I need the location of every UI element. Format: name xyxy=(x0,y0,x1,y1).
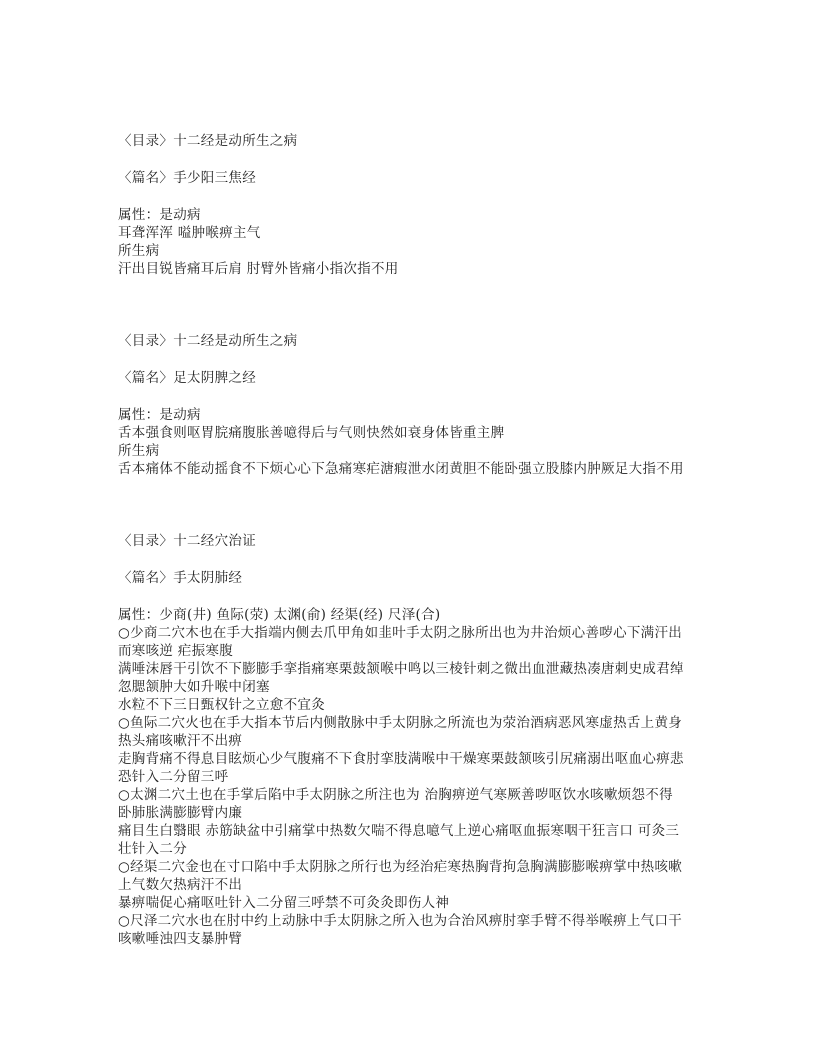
catalog-heading: 〈目录〉十二经是动所生之病 xyxy=(118,333,298,349)
spacer xyxy=(118,350,718,369)
text-line: 属性：是动病 xyxy=(118,207,201,223)
text-line: 汗出目锐皆痛耳后肩 肘臂外皆痛小指次指不用 xyxy=(118,261,399,277)
text-line: ○太渊二穴土也在手掌后陷中手太阴脉之所注也为 治胸痹逆气寒厥善哕呕饮水咳嗽烦怨不得 xyxy=(118,787,673,803)
chapter-title: 〈篇名〉手少阳三焦经 xyxy=(118,170,256,186)
document-page xyxy=(118,132,718,948)
text-line: 满唾沫唇干引饮不下膨膨手挛指痛寒栗鼓颔喉中鸣以三棱针刺之微出血泄藏热凑唐刺史成君绰 xyxy=(118,661,684,677)
text-line: 恐针入二分留三呼 xyxy=(118,769,229,785)
text-line: 壮针入二分 xyxy=(118,841,187,857)
text-line: 上气数欠热病汗不出 xyxy=(118,877,243,893)
text-line: 暴痹喘促心痛呕吐针入二分留三呼禁不可灸灸即伤人神 xyxy=(118,895,450,911)
text-line: ○经渠二穴金也在寸口陷中手太阴脉之所行也为经治疟寒热胸背拘急胸满膨膨喉痹掌中热咳嗽 xyxy=(118,859,683,875)
text-line: 痛目生白翳眼 赤筋缺盆中引痛掌中热数欠喘不得息噫气上逆心痛呕血振寒咽干狂言口 可灸三 xyxy=(118,823,680,839)
text-line: 忽腮颔肿大如升喉中闭塞 xyxy=(118,679,270,695)
document-section xyxy=(118,332,718,478)
text-line: ○少商二穴木也在手大指端内侧去爪甲角如韭叶手太阴之脉所出也为井治烦心善哕心下满汗出 xyxy=(118,625,683,641)
chapter-title: 〈篇名〉手太阴肺经 xyxy=(118,570,243,586)
chapter-title: 〈篇名〉足太阴脾之经 xyxy=(118,370,256,386)
spacer xyxy=(118,187,718,206)
spacer xyxy=(118,587,718,606)
text-line: 属性：是动病 xyxy=(118,407,201,423)
document-section xyxy=(118,532,718,948)
catalog-heading: 〈目录〉十二经是动所生之病 xyxy=(118,133,298,149)
text-line: 热头痛咳嗽汗不出痹 xyxy=(118,733,243,749)
spacer xyxy=(118,387,718,406)
catalog-heading: 〈目录〉十二经穴治证 xyxy=(118,533,256,549)
text-line: 而寒咳逆 疟振寒腹 xyxy=(118,643,233,659)
spacer xyxy=(118,550,718,569)
document-section xyxy=(118,132,718,278)
text-line: 舌本强食则呕胃脘痛腹胀善噫得后与气则快然如衰身体皆重主脾 xyxy=(118,425,505,441)
text-line: ○鱼际二穴火也在手大指本节后内侧散脉中手太阴脉之所流也为荥治酒病恶风寒虚热舌上黄身 xyxy=(118,715,683,731)
text-line: 水粒不下三日甄权针之立愈不宜灸 xyxy=(118,697,325,713)
text-line: 所生病 xyxy=(118,243,160,259)
text-line: 走胸背痛不得息目眩烦心少气腹痛不下食肘挛肢满喉中干燥寒栗鼓颔咳引尻痛溺出呕血心痹悲 xyxy=(118,751,684,767)
text-line: 舌本痛体不能动摇食不下烦心心下急痛寒疟溏瘕泄水闭黄胆不能卧强立股膝内肿厥足大指不用 xyxy=(118,461,684,477)
text-line: 咳嗽唾浊四支暴肿臂 xyxy=(118,931,243,947)
text-line: ○尺泽二穴水也在肘中约上动脉中手太阴脉之所入也为合治风痹肘挛手臂不得举喉痹上气口干 xyxy=(118,913,683,929)
text-line: 属性：少商(井) 鱼际(荥) 太渊(俞) 经渠(经) 尺泽(合) xyxy=(118,607,441,623)
spacer xyxy=(118,150,718,169)
text-line: 卧肺胀满膨膨臂内廉 xyxy=(118,805,243,821)
section-spacer xyxy=(118,278,718,332)
text-line: 所生病 xyxy=(118,443,160,459)
section-spacer xyxy=(118,478,718,532)
text-line: 耳聋浑浑 嗌肿喉痹主气 xyxy=(118,225,261,241)
